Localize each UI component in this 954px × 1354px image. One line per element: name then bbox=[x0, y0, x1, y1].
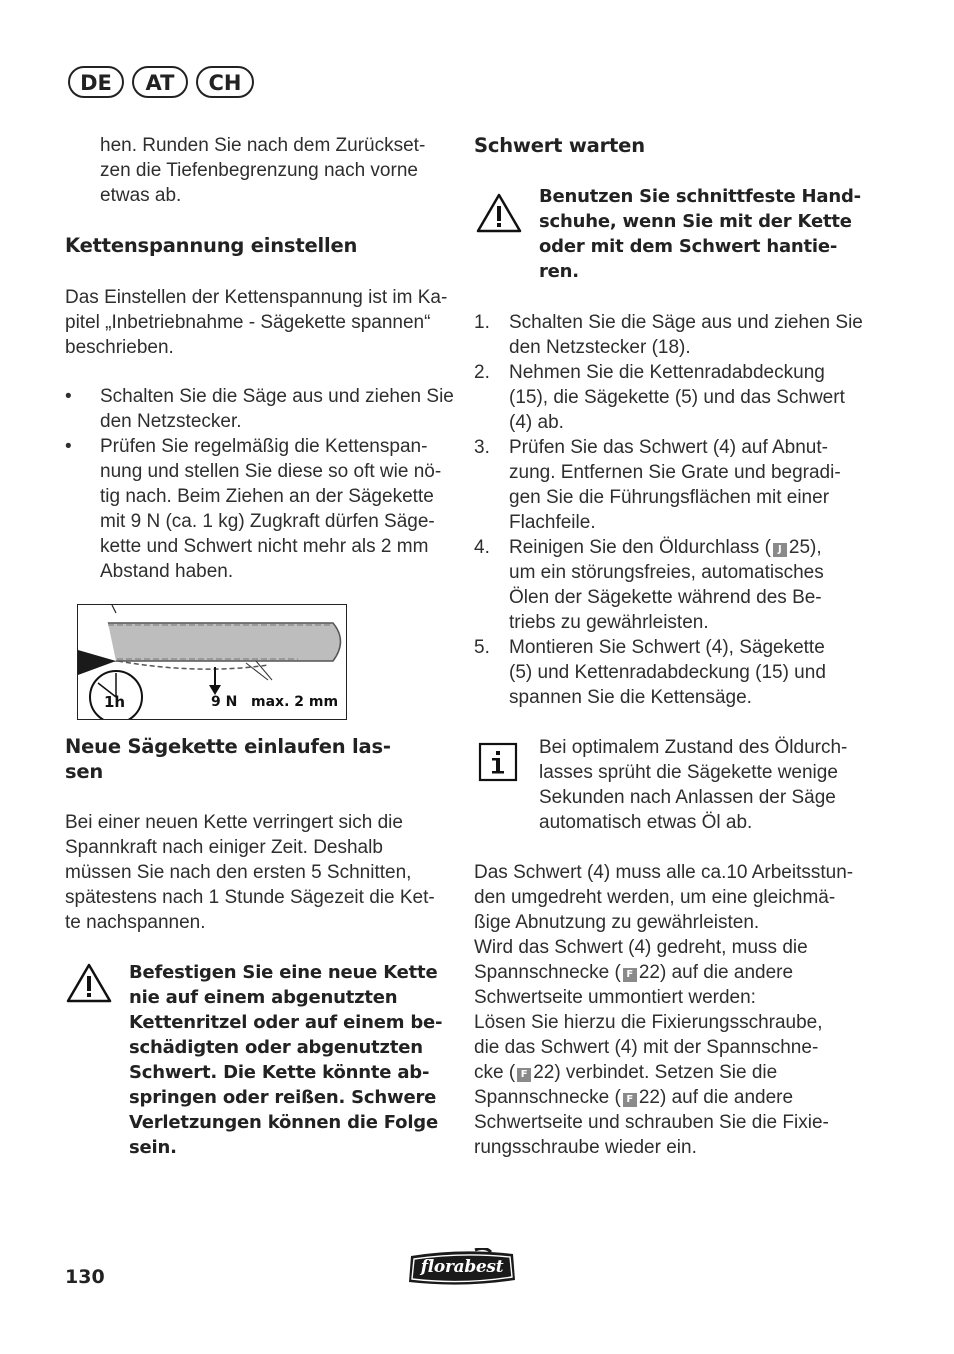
text-line: Prüfen Sie das Schwert (4) auf Abnut- bbox=[509, 437, 828, 458]
florabest-logo bbox=[405, 1248, 519, 1288]
text-line: (4) ab. bbox=[509, 412, 564, 433]
text-line: tig nach. Beim Ziehen an der Sägekette bbox=[100, 486, 434, 507]
step-number: 5. bbox=[474, 637, 490, 658]
brand-name: florabest bbox=[420, 1257, 504, 1277]
bar-rotation-paragraph bbox=[474, 860, 874, 1160]
text-line: Schwertseite und schrauben Sie die Fixie- bbox=[474, 1112, 829, 1133]
text-line: Schwert. Die Kette könnte ab- bbox=[129, 1062, 430, 1083]
text-line: sein. bbox=[129, 1137, 177, 1158]
text-line: ren. bbox=[539, 261, 579, 282]
text-line: müssen Sie nach den ersten 5 Schnitten, bbox=[65, 862, 412, 883]
text-line: schädigten oder abgenutzten bbox=[129, 1037, 423, 1058]
text-fragment: cke ( bbox=[474, 1062, 516, 1083]
text-line: den Netzstecker (18). bbox=[509, 337, 691, 358]
text-line: rungsschraube wieder ein. bbox=[474, 1137, 697, 1158]
figure-ref-badge: J bbox=[773, 543, 787, 557]
country-badge-ch: CH bbox=[196, 66, 254, 98]
text-line: Schwertseite ummontiert werden: bbox=[474, 987, 756, 1008]
bullet-icon: • bbox=[65, 436, 72, 457]
text-line: zen die Tiefenbegrenzung nach vorne bbox=[100, 160, 418, 181]
step-number: 1. bbox=[474, 312, 490, 333]
text-line: mit 9 N (ca. 1 kg) Zugkraft dürfen Säge- bbox=[100, 511, 435, 532]
text-line: hen. Runden Sie nach dem Zurückset- bbox=[100, 135, 426, 156]
text-line: Abstand haben. bbox=[100, 561, 234, 582]
text-line: spätestens nach 1 Stunde Sägezeit die Ket- bbox=[65, 887, 435, 908]
figure-time-label: 1h bbox=[104, 693, 126, 711]
text-line: Verletzungen können die Folge bbox=[129, 1112, 438, 1133]
text-line: Bei einer neuen Kette verringert sich die bbox=[65, 812, 403, 833]
chain-tension-bullets bbox=[65, 384, 465, 584]
list-item bbox=[65, 434, 465, 584]
intro-paragraph bbox=[100, 133, 460, 208]
text-fragment: 22) verbindet. Setzen Sie die bbox=[533, 1062, 778, 1083]
text-line: um ein störungsfreies, automatisches bbox=[509, 562, 824, 583]
text-fragment: 22) auf die andere bbox=[638, 1087, 794, 1108]
text-line: den umgedreht werden, um eine gleichmä- bbox=[474, 887, 836, 908]
text-line bbox=[474, 960, 874, 985]
list-item bbox=[474, 535, 874, 635]
step-number: 2. bbox=[474, 362, 490, 383]
text-line: beschrieben. bbox=[65, 337, 174, 358]
text-line: (15), die Sägekette (5) und das Schwert bbox=[509, 387, 845, 408]
section-heading-chain-tension: Kettenspannung einstellen bbox=[65, 234, 358, 257]
country-badge-at: AT bbox=[132, 66, 188, 98]
text-line: springen oder reißen. Schwere bbox=[129, 1087, 437, 1108]
new-chain-paragraph bbox=[65, 810, 460, 935]
text-line: Wird das Schwert (4) gedreht, muss die bbox=[474, 937, 808, 958]
warning-icon bbox=[66, 962, 112, 1004]
text-line: Kettenritzel oder auf einem be- bbox=[129, 1012, 443, 1033]
text-line: Schalten Sie die Säge aus und ziehen Sie bbox=[100, 386, 454, 407]
maintenance-steps bbox=[474, 310, 874, 710]
oil-info-note bbox=[539, 735, 869, 835]
text-line: (5) und Kettenradabdeckung (15) und bbox=[509, 662, 826, 683]
text-line: schuhe, wenn Sie mit der Kette bbox=[539, 211, 852, 232]
text-line: Ölen der Sägekette während des Be- bbox=[509, 587, 822, 608]
text-line: Das Einstellen der Kettenspannung ist im Ka- bbox=[65, 287, 448, 308]
text-fragment: Reinigen Sie den Öldurchlass ( bbox=[509, 537, 771, 558]
text-line: Prüfen Sie regelmäßig die Kettenspan- bbox=[100, 436, 428, 457]
chain-tension-paragraph bbox=[65, 285, 460, 360]
text-line: Flachfeile. bbox=[509, 512, 596, 533]
figure-gap-label: max. 2 mm bbox=[251, 694, 339, 710]
text-line: Montieren Sie Schwert (4), Sägekette bbox=[509, 637, 825, 658]
warning-icon bbox=[476, 192, 522, 234]
text-line: die das Schwert (4) mit der Spannschne- bbox=[474, 1037, 819, 1058]
text-line: Das Schwert (4) muss alle ca.10 Arbeitsstun- bbox=[474, 862, 854, 883]
text-line: Befestigen Sie eine neue Kette bbox=[129, 962, 438, 983]
text-line: sen bbox=[65, 760, 104, 783]
text-line: ßige Abnutzung zu gewährleisten. bbox=[474, 912, 760, 933]
list-item bbox=[474, 635, 874, 710]
text-line: gen Sie die Führungsflächen mit einer bbox=[509, 487, 830, 508]
text-line: Neue Sägekette einlaufen las- bbox=[65, 735, 391, 758]
chain-tension-figure bbox=[77, 604, 347, 720]
list-item bbox=[474, 360, 874, 435]
text-line: kette und Schwert nicht mehr als 2 mm bbox=[100, 536, 429, 557]
info-icon bbox=[478, 742, 518, 782]
list-item bbox=[65, 384, 465, 434]
text-fragment: 22) auf die andere bbox=[638, 962, 794, 983]
section-heading-new-chain bbox=[65, 734, 455, 784]
text-line bbox=[474, 1060, 874, 1085]
new-chain-warning bbox=[129, 960, 459, 1160]
text-line: Lösen Sie hierzu die Fixierungsschraube, bbox=[474, 1012, 823, 1033]
text-line: lasses sprüht die Sägekette wenige bbox=[539, 762, 838, 783]
text-line: triebs zu gewährleisten. bbox=[509, 612, 709, 633]
text-line: Bei optimalem Zustand des Öldurch- bbox=[539, 737, 848, 758]
text-line: pitel „Inbetriebnahme - Sägekette spannen“ bbox=[65, 312, 431, 333]
text-line: etwas ab. bbox=[100, 185, 182, 206]
figure-force-label: 9 N bbox=[211, 694, 238, 710]
text-line: te nachspannen. bbox=[65, 912, 206, 933]
text-line: spannen Sie die Kettensäge. bbox=[509, 687, 752, 708]
text-line: nung und stellen Sie diese so oft wie nö- bbox=[100, 461, 442, 482]
text-line bbox=[474, 1085, 874, 1110]
step-number: 3. bbox=[474, 437, 490, 458]
text-line: Spannkraft nach einiger Zeit. Deshalb bbox=[65, 837, 383, 858]
text-line: Schalten Sie die Säge aus und ziehen Sie bbox=[509, 312, 863, 333]
figure-ref-badge: F bbox=[623, 1093, 637, 1107]
section-heading-bar-maintenance: Schwert warten bbox=[474, 134, 645, 157]
step-number: 4. bbox=[474, 537, 490, 558]
text-line: Nehmen Sie die Kettenradabdeckung bbox=[509, 362, 825, 383]
text-line bbox=[509, 535, 874, 560]
gloves-warning bbox=[539, 184, 869, 284]
page-number: 130 bbox=[65, 1266, 105, 1288]
list-item bbox=[474, 310, 874, 360]
text-line: zung. Entfernen Sie Grate und begradi- bbox=[509, 462, 841, 483]
text-line: automatisch etwas Öl ab. bbox=[539, 812, 753, 833]
text-line: Benutzen Sie schnittfeste Hand- bbox=[539, 186, 861, 207]
bullet-icon: • bbox=[65, 386, 72, 407]
text-line: oder mit dem Schwert hantie- bbox=[539, 236, 838, 257]
text-line: nie auf einem abgenutzten bbox=[129, 987, 398, 1008]
country-badge-de: DE bbox=[68, 66, 124, 98]
text-fragment: Spannschnecke ( bbox=[474, 1087, 621, 1108]
text-line: den Netzstecker. bbox=[100, 411, 242, 432]
text-fragment: Spannschnecke ( bbox=[474, 962, 621, 983]
text-fragment: 25), bbox=[788, 537, 822, 558]
text-line: Sekunden nach Anlassen der Säge bbox=[539, 787, 836, 808]
figure-ref-badge: F bbox=[517, 1068, 531, 1082]
list-item bbox=[474, 435, 874, 535]
figure-ref-badge: F bbox=[623, 968, 637, 982]
